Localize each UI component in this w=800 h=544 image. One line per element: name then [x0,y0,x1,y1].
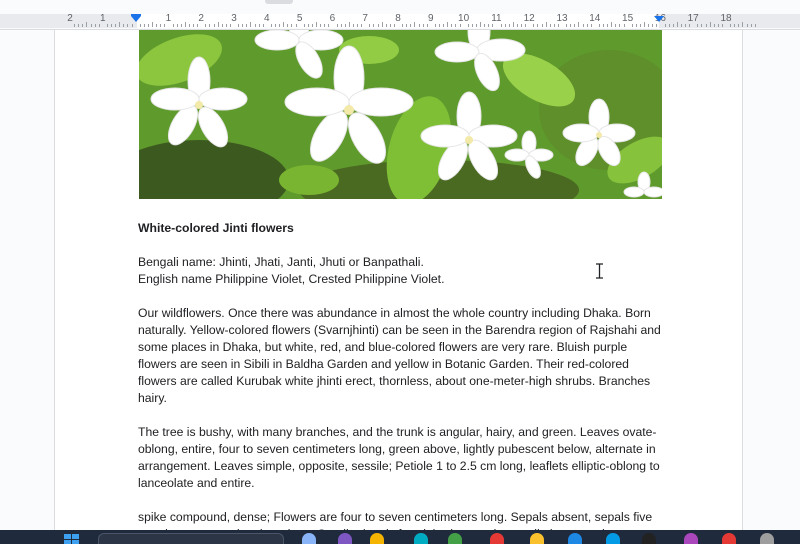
app-icon[interactable] [338,533,352,544]
ruler-tick [205,24,206,27]
ruler-tick [706,24,707,27]
ruler-tick [677,22,678,27]
document-page[interactable] [54,30,743,530]
ruler-tick [189,24,190,27]
ruler-tick [296,24,297,27]
ruler-tick [714,24,715,27]
ruler-tick [259,24,260,27]
ruler-tick [521,24,522,27]
ruler-tick [685,24,686,27]
ruler-label: 13 [556,13,568,24]
ruler-tick [599,24,600,27]
ruler-tick [435,24,436,27]
ruler-tick [542,24,543,27]
ruler-tick [337,24,338,27]
ruler-label: 16 [654,13,666,24]
ruler-tick [308,24,309,27]
ruler-label: 14 [589,13,601,24]
ruler-tick [537,24,538,27]
ruler-tick [324,24,325,27]
ruler-tick [624,24,625,27]
ruler-tick [152,22,153,27]
english-name-line: English name Philippine Violet, Crested Philippine Violet. [138,272,445,286]
ruler-tick [652,24,653,27]
ruler-tick [406,24,407,27]
ruler-tick [238,24,239,27]
ruler-tick [382,22,383,27]
left-indent-marker[interactable] [131,16,141,22]
ruler-tick [701,24,702,27]
ruler-tick [345,24,346,27]
ruler-tick [755,24,756,27]
chrome-icon[interactable] [490,533,504,544]
app-icon[interactable] [760,533,774,544]
ruler-tick [119,22,120,27]
start-button-icon[interactable] [64,533,80,544]
ruler-tick [341,24,342,27]
document-canvas [0,30,800,530]
ruler-tick [193,24,194,27]
ruler-tick [656,24,657,27]
ruler-tick [263,24,264,27]
mail-icon[interactable] [568,533,582,544]
ruler-label: 1 [165,13,172,24]
ruler-tick [246,24,247,27]
names-paragraph [138,254,668,288]
ruler-tick [255,24,256,27]
ruler-tick [447,22,448,27]
ruler-tick [533,24,534,27]
ruler-tick [611,22,612,27]
ruler-tick [373,24,374,27]
ruler-tick [181,24,182,27]
ruler-tick [583,24,584,27]
edge-icon[interactable] [414,533,428,544]
ruler-tick [648,24,649,27]
ruler-tick [742,22,743,27]
ruler-tick [378,24,379,27]
ruler-tick [140,24,141,27]
app-icon[interactable] [684,533,698,544]
ruler-tick [505,24,506,27]
document-body[interactable] [138,220,668,544]
ruler-tick [710,22,711,27]
ruler-tick [619,24,620,27]
ruler-tick [587,24,588,27]
file-explorer-icon[interactable] [370,533,384,544]
horizontal-ruler[interactable] [0,0,800,30]
ruler-tick [394,24,395,27]
ruler-label: 5 [296,13,303,24]
ruler-tick [455,24,456,27]
ruler-tick [123,24,124,27]
ruler-tick [460,24,461,27]
ruler-tick [148,24,149,27]
bengali-name-line: Bengali name: Jhinti, Jhati, Janti, Jhuti or Banpathali. [138,255,424,269]
app-icon[interactable] [642,533,656,544]
ruler-tick [86,22,87,27]
flower-photo[interactable] [139,30,662,199]
taskbar-search-box[interactable] [98,533,284,544]
ruler-tick [78,24,79,27]
ruler-tick [369,24,370,27]
ruler-tick [185,22,186,27]
ruler-tick [127,24,128,27]
ruler-tick [517,24,518,27]
ruler-label: 6 [329,13,336,24]
image-caption: White-colored Jinti flowers [138,221,294,235]
ruler-tick [751,24,752,27]
ruler-tick [304,24,305,27]
ruler-tick [492,24,493,27]
ruler-tick [242,24,243,27]
ruler-tick [132,24,133,27]
ruler-tick [640,24,641,27]
ruler-label: 17 [687,13,699,24]
ruler-tick [328,24,329,27]
ruler-tick [95,24,96,27]
ruler-label: 7 [362,13,368,24]
ruler-tick [730,24,731,27]
ruler-tick [287,24,288,27]
ruler-tick [312,24,313,27]
ruler-label: 18 [720,13,732,24]
ruler-tick [669,24,670,27]
ruler-tick [558,24,559,27]
ruler-tick [279,24,280,27]
ruler-tick [82,24,83,27]
ruler-label: 2 [67,13,73,24]
ruler-tick [91,24,92,27]
taskbar [0,530,800,544]
ruler-tick [480,22,481,27]
ruler-tick [419,24,420,27]
ruler-tick [570,24,571,27]
ruler-tick [410,24,411,27]
ruler-label: 15 [622,13,634,24]
ruler-tick [291,24,292,27]
ruler-tick [574,24,575,27]
ruler-tick [218,22,219,27]
app-icon[interactable] [448,533,462,544]
ruler-tick [222,24,223,27]
ruler-tick [578,22,579,27]
ruler-tick [271,24,272,27]
app-icon[interactable] [606,533,620,544]
ruler-tick [509,24,510,27]
ruler-tick [357,24,358,27]
right-indent-marker[interactable] [654,16,664,22]
ruler-tick [738,24,739,27]
ruler-tick [439,24,440,27]
ruler-tick [320,24,321,27]
ruler-tick [156,24,157,27]
ruler-tick [250,22,251,27]
ruler-tick [550,24,551,27]
ruler-label: 4 [264,13,270,24]
ruler-tick [546,22,547,27]
ruler-tick [591,24,592,27]
ruler-label: 3 [231,13,237,24]
ruler-label: 8 [395,13,401,24]
ruler-tick [107,24,108,27]
ruler-tick [615,24,616,27]
ruler-label: 2 [198,13,204,24]
ruler-tick [501,24,502,27]
ruler-tick [214,24,215,27]
ruler-tick [209,24,210,27]
ruler-tick [197,24,198,27]
ruler-tick [144,24,145,27]
ruler-tick [353,24,354,27]
ruler-tick [386,24,387,27]
ruler-tick [414,22,415,27]
ruler-label: 12 [523,13,535,24]
ruler-tick [361,24,362,27]
ruler-tick [644,22,645,27]
ruler-tick [115,24,116,27]
ruler-tick [476,24,477,27]
toolbar-collapse-handle[interactable] [265,0,293,4]
ruler-tick [402,24,403,27]
app-icon[interactable] [530,533,544,544]
task-view-icon[interactable] [302,533,316,544]
ruler-tick [689,24,690,27]
ruler-tick [697,24,698,27]
ruler-tick [603,24,604,27]
paragraph-wildflowers: Our wildflowers. Once there was abundance in almost the whole country including Dhaka. Born naturally. Yellow-colored flowers (Svarnjhinti) can be seen in the Barendra region of Rajshahi and some places in Dhaka, but white, red, and blue-colored flowers are very rare. Bluish purple flowers are seen in Sibili in Baldha Garden and yellow in Botanic Garden. Their red-colored flowers are called Kurubak white jhinti erect, thornless, about one-meter-high shrubs. Branches hairy. [138,306,661,405]
ruler-tick [525,24,526,27]
ruler-tick [226,24,227,27]
ruler-tick [566,24,567,27]
ruler-tick [423,24,424,27]
ruler-tick [177,24,178,27]
ruler-label: 1 [100,13,106,24]
ruler-tick [554,24,555,27]
app-icon[interactable] [722,533,736,544]
ruler-tick [472,24,473,27]
ruler-tick [673,24,674,27]
ruler-tick [632,24,633,27]
ruler-tick [513,22,514,27]
ruler-tick [718,24,719,27]
ruler-tick [484,24,485,27]
ruler-tick [607,24,608,27]
ruler-tick [722,24,723,27]
ruler-tick [160,24,161,27]
ruler-tick [636,24,637,27]
ruler-tick [681,24,682,27]
ruler-tick [390,24,391,27]
paragraph-tree-description: The tree is bushy, with many branches, and the trunk is angular, hairy, and green. Leaves ovate-oblong, entire, four to seven centimeters long, green above, lightly pubescent below, alternate in arrangement. Leaves simple, opposite, sessile; Petiole 1 to 2.5 cm long, leaflets elliptic-oblong to lanceolate and entire. [138,425,660,490]
ruler-label: 11 [491,13,502,24]
ruler-label: 9 [428,13,434,24]
ruler-tick [734,24,735,27]
ruler-tick [316,22,317,27]
ruler-label: 10 [458,13,470,24]
ruler-tick [111,24,112,27]
ruler-tick [164,24,165,27]
ruler-tick [427,24,428,27]
ruler-tick [283,22,284,27]
paragraph-flower-description: spike compound, dense; Flowers are four to seven centimeters long. Sepals absent, sepals five [138,510,653,524]
ruler-tick [443,24,444,27]
ruler-tick [665,24,666,27]
ruler-tick [275,24,276,27]
ruler-tick [74,24,75,27]
ruler-tick [99,24,100,27]
ruler-tick [451,24,452,27]
ruler-tick [230,24,231,27]
ruler-tick [173,24,174,27]
text-cursor-icon [595,263,604,279]
ruler-tick [349,22,350,27]
ruler-tick [747,24,748,27]
ruler-tick [488,24,489,27]
ruler-tick [468,24,469,27]
